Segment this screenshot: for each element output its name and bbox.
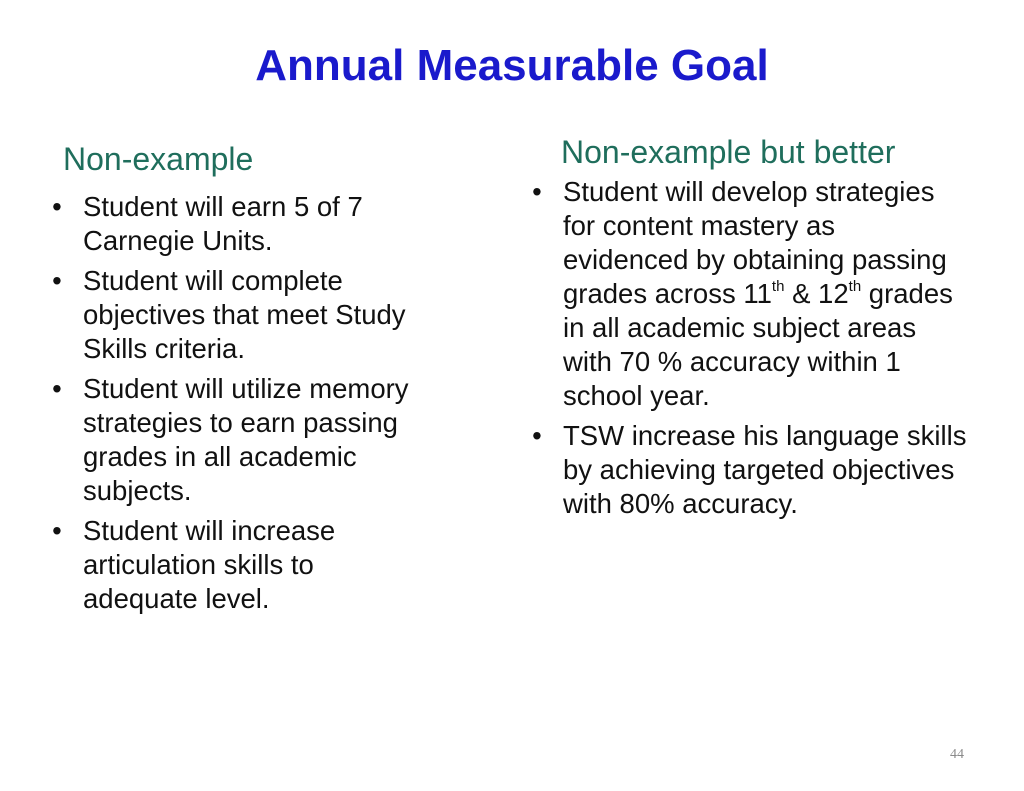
bullet-icon: • <box>52 191 62 222</box>
bullet-icon: • <box>532 420 542 451</box>
list-item <box>47 372 427 508</box>
list-item <box>47 514 427 616</box>
list-item-text: TSW increase his language skills by achieving targeted objectives with 80% accuracy. <box>563 420 967 519</box>
text-run: Student will develop strategies for content mastery as evidenced by obtaining passing grades across 11 <box>563 176 947 309</box>
right-bullet-list <box>527 175 967 527</box>
list-item-text: Student will increase articulation skills to adequate level. <box>83 515 336 614</box>
superscript: th <box>848 278 862 295</box>
page-number: 44 <box>950 747 964 762</box>
bullet-icon: • <box>532 176 542 207</box>
list-item-text <box>563 176 953 411</box>
bullet-icon: • <box>52 373 62 404</box>
right-column-heading: Non-example but better <box>561 134 896 170</box>
list-item <box>47 264 427 366</box>
list-item <box>47 190 427 258</box>
list-item-text: Student will complete objectives that meet Study Skills criteria. <box>83 265 406 364</box>
list-item <box>527 175 967 413</box>
bullet-icon: • <box>52 265 62 296</box>
text-run: grades in all academic subject areas with 70 % accuracy within 1 school year. <box>563 278 953 411</box>
left-column-heading: Non-example <box>63 141 254 177</box>
slide-title: Annual Measurable Goal <box>255 41 769 90</box>
bullet-icon: • <box>52 515 62 546</box>
left-bullet-list <box>47 190 427 622</box>
list-item-text: Student will earn 5 of 7 Carnegie Units. <box>83 191 363 256</box>
list-item-text: Student will utilize memory strategies to earn passing grades in all academic subjects. <box>83 373 409 506</box>
list-item <box>527 419 967 521</box>
superscript: th <box>771 278 785 295</box>
text-run: & 12 <box>784 278 849 309</box>
